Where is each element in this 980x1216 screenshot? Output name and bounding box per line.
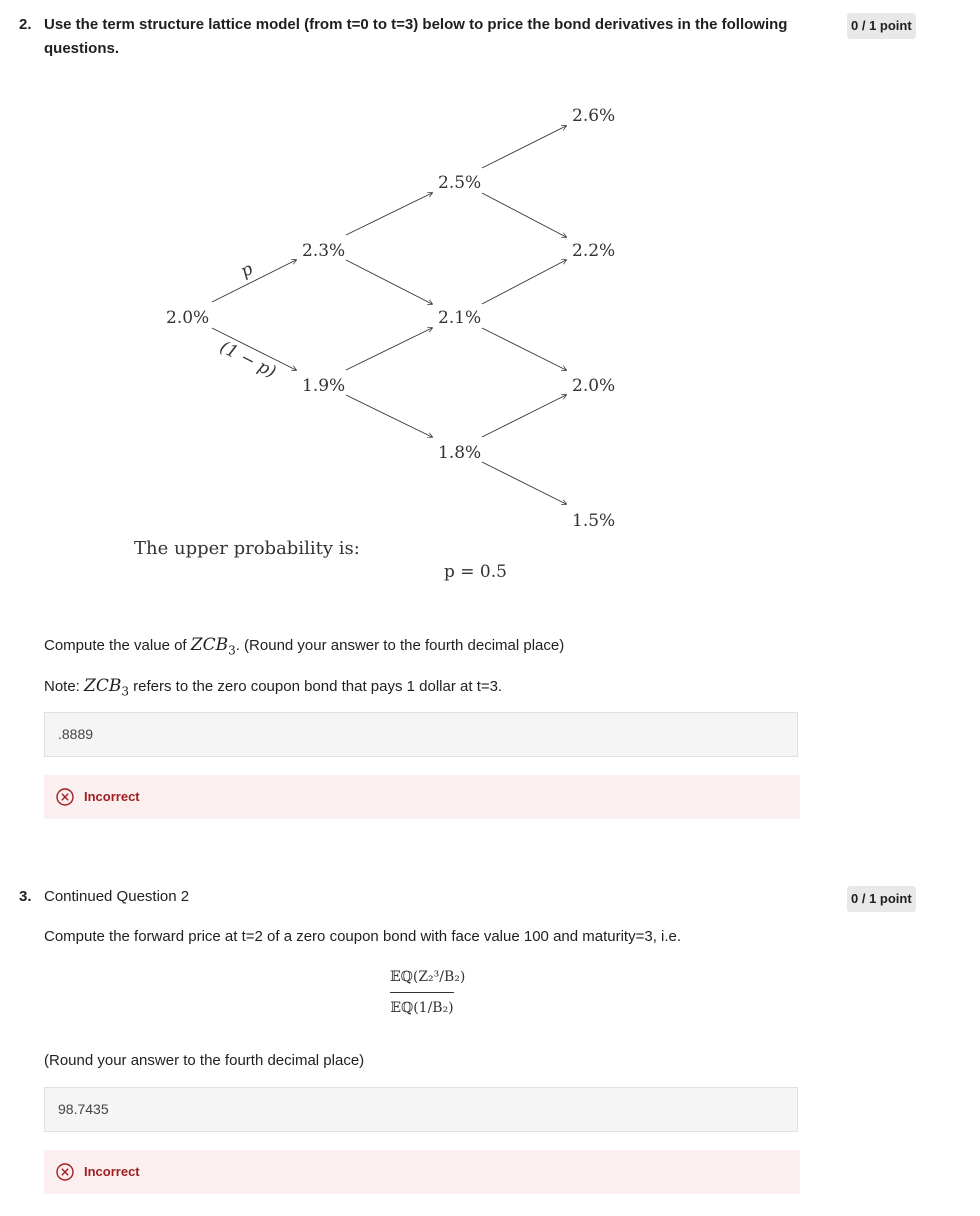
node-t2-2: 1.8%	[438, 443, 482, 463]
question-title: Continued Question 2	[44, 888, 190, 905]
result-label: Incorrect	[84, 789, 140, 804]
answer-input[interactable]: 98.7435	[44, 1087, 798, 1132]
question-3-prompt: Compute the forward price at t=2 of a zero coupon bond with face value 100 and maturity=3, i.e.	[44, 928, 682, 945]
upper-probability-value: p = 0.5	[444, 562, 507, 582]
question-number: 2.	[19, 16, 32, 33]
up-probability-label: p	[237, 259, 257, 282]
node-t1-up: 2.3%	[302, 241, 346, 261]
result-feedback	[44, 775, 800, 819]
points-badge: 0 / 1 point	[847, 886, 916, 912]
node-t3-3: 1.5%	[572, 511, 616, 531]
node-t3-1: 2.2%	[572, 241, 616, 261]
points-badge: 0 / 1 point	[847, 13, 916, 39]
result-label: Incorrect	[84, 1164, 140, 1179]
formula-denominator: 𝔼ℚ(1/B₂)	[390, 1000, 454, 1016]
down-probability-label: (1 − p)	[216, 337, 280, 383]
node-t3-2: 2.0%	[572, 376, 616, 396]
question-2-note: Note: $ZCB_3$ refers to the zero coupon bond that pays 1 dollar at t=3.	[44, 676, 503, 699]
incorrect-icon	[56, 1163, 74, 1181]
node-t2-0: 2.5%	[438, 173, 482, 193]
node-t0-0: 2.0%	[166, 308, 210, 328]
lattice-edges	[212, 126, 566, 504]
question-2-prompt: Compute the value of $ZCB_3$. (Round your answer to the fourth decimal place)	[44, 635, 565, 658]
zcb-symbol: $ZCB_3$	[84, 676, 129, 699]
node-t2-1: 2.1%	[438, 308, 482, 328]
zcb-symbol: $ZCB_3$	[190, 635, 236, 658]
forward-price-formula	[390, 962, 466, 1023]
term-structure-lattice	[120, 92, 640, 542]
incorrect-icon	[56, 788, 74, 806]
result-feedback	[44, 1150, 800, 1194]
question-number: 3.	[19, 888, 32, 905]
question-title: Use the term structure lattice model (from t=0 to t=3) below to price the bond derivatives in the following questions.	[44, 16, 788, 57]
upper-probability-label: The upper probability is:	[134, 538, 360, 559]
formula-numerator: 𝔼ℚ(Z₂³/B₂)	[390, 969, 466, 985]
answer-input[interactable]: .8889	[44, 712, 798, 757]
round-note: (Round your answer to the fourth decimal place)	[44, 1052, 365, 1069]
node-t1-down: 1.9%	[302, 376, 346, 396]
node-t3-0: 2.6%	[572, 106, 616, 126]
